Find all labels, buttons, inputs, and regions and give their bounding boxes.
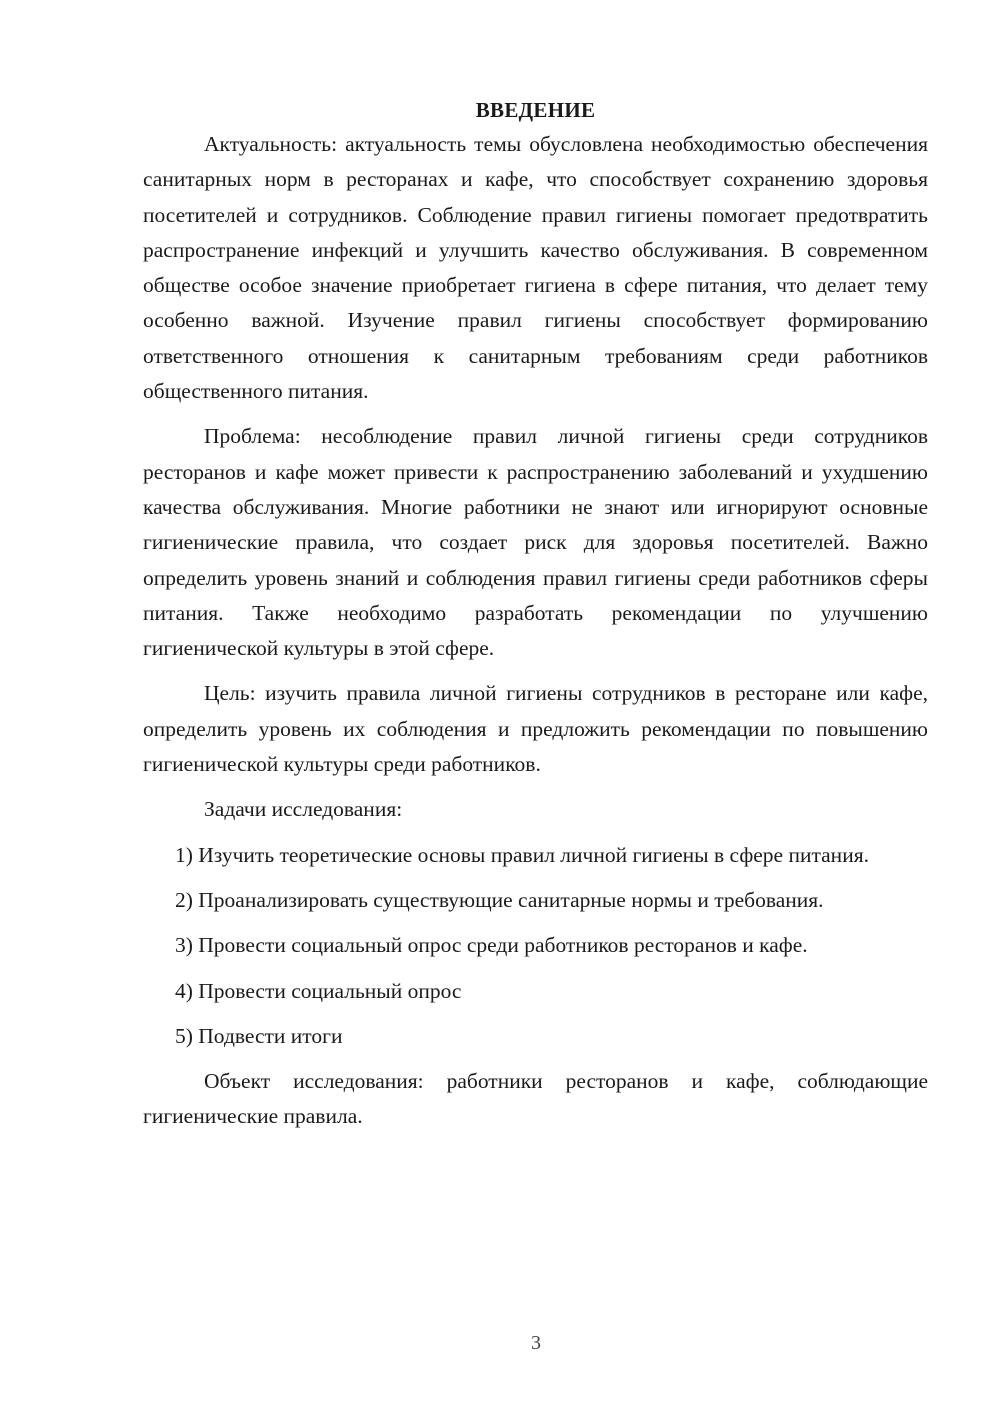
object-paragraph: Объект исследования: работники ресторанов и кафе, соблюдающие гигиенические правила. <box>143 1069 928 1129</box>
page-title: ВВЕДЕНИЕ <box>475 98 596 122</box>
task-item-5: 5) Подвести итоги <box>175 1023 343 1048</box>
task-item-1: 1) Изучить теоретические основы правил личной гигиены в сфере питания. <box>175 842 869 867</box>
task-item-4: 4) Провести социальный опрос <box>175 978 462 1003</box>
page-number: 3 <box>531 1332 541 1354</box>
task-item-2: 2) Проанализировать существующие санитарные нормы и требования. <box>175 887 824 912</box>
task-item-3: 3) Провести социальный опрос среди работников ресторанов и кафе. <box>175 933 808 958</box>
goal-paragraph: Цель: изучить правила личной гигиены сотрудников в ресторане или кафе, определить уровень их соблюдения и предложить рекомендации по повышению гигиенической культуры среди работников. <box>143 681 928 777</box>
page-content <box>143 95 928 1135</box>
tasks-heading: Задачи исследования: <box>204 797 403 822</box>
relevance-paragraph: Актуальность: актуальность темы обусловлена необходимостью обеспечения санитарных норм в ресторанах и кафе, что способствует сохранению здоровья посетителей и сотрудников. Соблюдение правил гигиены помогает предотвратить распространение инфекций и улучшить качество обслуживания. В современном обществе особое значение приобретает гигиена в сфере питания, что делает тему особенно важной. Изучение правил гигиены способствует формированию ответственного отношения к санитарным требованиям среди работников общественного питания. <box>143 132 928 404</box>
problem-paragraph: Проблема: несоблюдение правил личной гигиены среди сотрудников ресторанов и кафе может привести к распространению заболеваний и ухудшению качества обслуживания. Многие работники не знают или игнорируют основные гигиенические правила, что создает риск для здоровья посетителей. Важно определить уровень знаний и соблюдения правил гигиены среди работников сферы питания. Также необходимо разработать рекомендации по улучшению гигиенической культуры в этой сфере. <box>143 424 928 661</box>
